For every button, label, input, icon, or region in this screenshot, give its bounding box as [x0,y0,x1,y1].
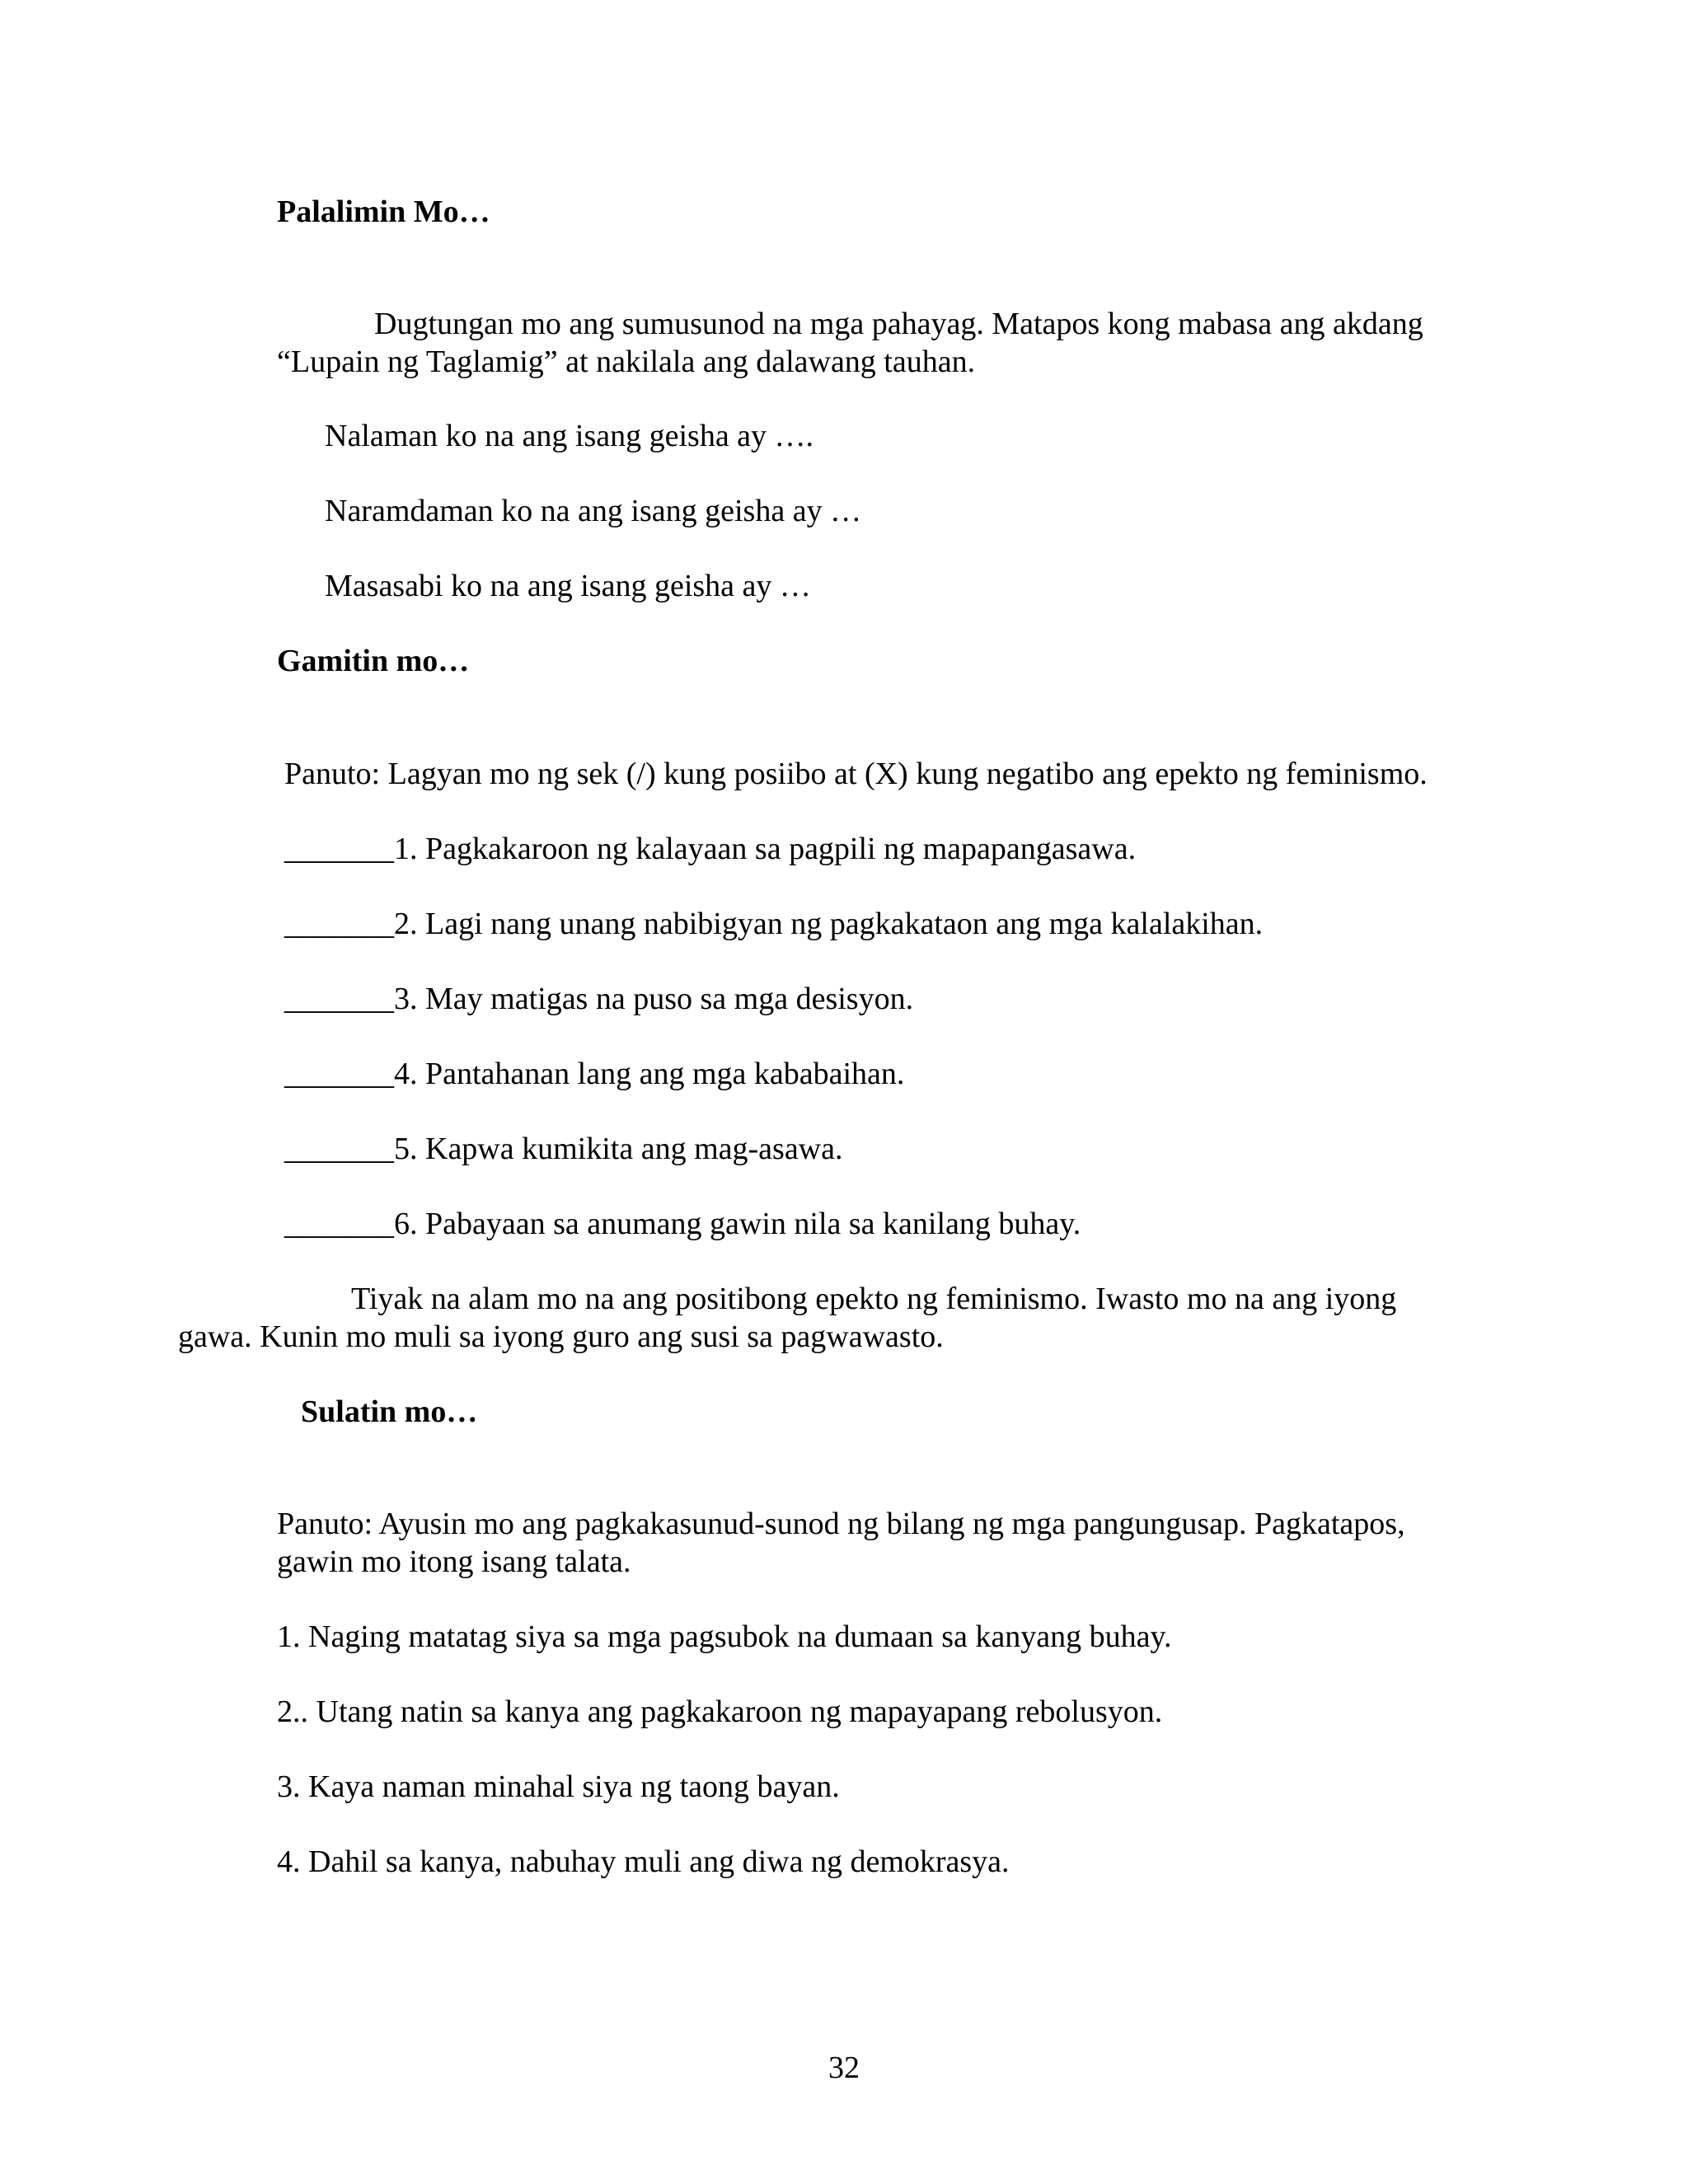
prompt-naramdaman: Naramdaman ko na ang isang geisha ay … [325,494,862,528]
list-item [284,980,913,1018]
sulatin-instruction-line-2: gawin mo itong isang talata. [277,1544,631,1579]
item-text: 5. Kapwa kumikita ang mag-asawa. [394,1132,843,1166]
closing-line-1: Tiyak na alam mo na ang positibong epekto ng feminismo. Iwasto mo na ang iyong [351,1282,1397,1316]
list-item [284,1055,904,1093]
closing-line-2: gawa. Kunin mo muli sa iyong guro ang susi sa pagwawasto. [178,1319,944,1354]
item-text: 3. May matigas na puso sa mga desisyon. [394,982,914,1016]
item-text: 4. Pantahanan lang ang mga kababaihan. [394,1057,905,1091]
section-heading-gamitin: Gamitin mo… [277,644,470,678]
answer-blank[interactable]: _______ [284,982,394,1016]
intro-line-2: “Lupain ng Taglamig” at nakilala ang dalawang tauhan. [277,344,976,379]
sulatin-instruction [277,1505,1405,1581]
intro-line-1: Dugtungan mo ang sumusunod na mga pahayag. Matapos kong mabasa ang akdang [374,307,1423,341]
list-item: 3. Kaya naman minahal siya ng taong bayan. [277,1769,840,1804]
answer-blank[interactable]: _______ [284,832,394,866]
intro-paragraph [277,305,1423,381]
item-text: 1. Pagkakaroon ng kalayaan sa pagpili ng mapapangasawa. [394,832,1137,866]
prompt-nalaman: Nalaman ko na ang isang geisha ay …. [325,419,814,453]
section-heading-sulatin: Sulatin mo… [301,1394,478,1429]
answer-blank[interactable]: _______ [284,1057,394,1091]
answer-blank[interactable]: _______ [284,907,394,941]
list-item [284,830,1136,868]
item-text: 6. Pabayaan sa anumang gawin nila sa kanilang buhay. [394,1207,1081,1241]
section-heading-palalimin: Palalimin Mo… [277,194,490,229]
list-item [284,1130,843,1168]
page-number: 32 [828,2050,860,2085]
gamitin-instruction: Panuto: Lagyan mo ng sek (/) kung posiibo at (X) kung negatibo ang epekto ng feminismo. [284,757,1428,791]
list-item [284,905,1263,943]
list-item [284,1205,1081,1243]
list-item: 1. Naging matatag siya sa mga pagsubok na dumaan sa kanyang buhay. [277,1619,1172,1654]
item-text: 2. Lagi nang unang nabibigyan ng pagkakataon ang mga kalalakihan. [394,907,1264,941]
answer-blank[interactable]: _______ [284,1132,394,1166]
prompt-masasabi: Masasabi ko na ang isang geisha ay … [325,569,811,603]
list-item: 4. Dahil sa kanya, nabuhay muli ang diwa ng demokrasya. [277,1844,1010,1879]
list-item: 2.. Utang natin sa kanya ang pagkakaroon ng mapayapang rebolusyon. [277,1694,1163,1729]
sulatin-instruction-line-1: Panuto: Ayusin mo ang pagkakasunud-sunod ng bilang ng mga pangungusap. Pagkatapos, [277,1507,1405,1541]
answer-blank[interactable]: _______ [284,1207,394,1241]
